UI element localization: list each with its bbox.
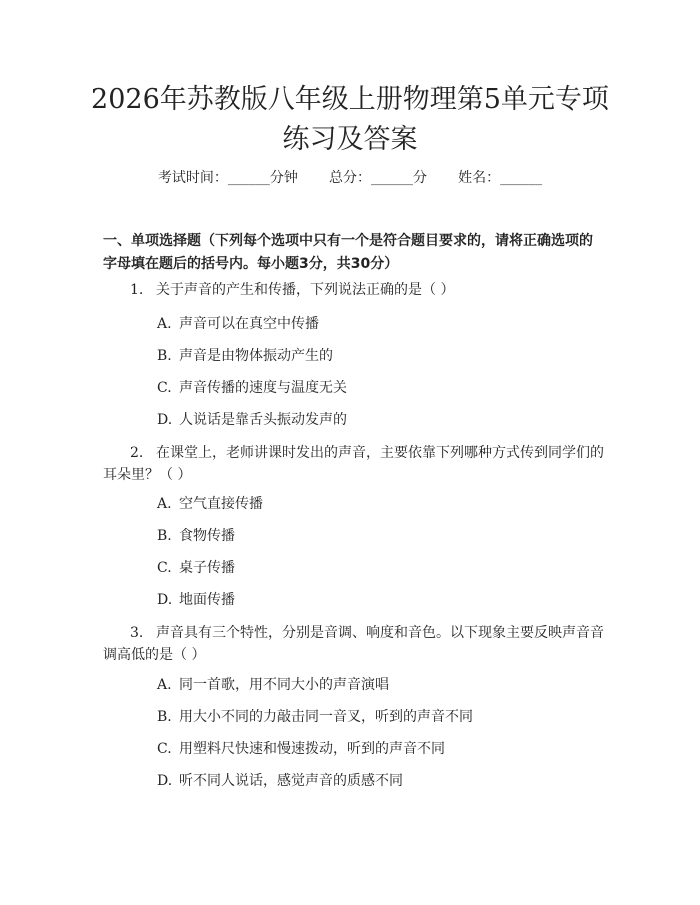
option-text: 声音可以在真空中传播 [179,316,319,332]
question-3-option-a [157,675,389,695]
question-1-option-d [157,410,347,430]
option-text: 用塑料尺快速和慢速拨动，听到的声音不同 [179,741,445,757]
option-text: 人说话是靠舌头振动发声的 [179,412,347,428]
section-heading-line-2: 字母填在题后的括号内。每小题3分，共30分） [103,256,399,272]
option-letter: C. [157,741,172,757]
title-line-1: 2026年苏教版八年级上册物理第5单元专项 [91,84,609,115]
question-3-stem-continued [103,645,205,665]
question-2-option-d [157,590,235,610]
question-2-stem-continued [103,465,191,485]
option-text: 声音是由物体振动产生的 [179,348,333,364]
option-text: 声音传播的速度与温度无关 [179,380,347,396]
section-1-heading [103,230,603,276]
option-text: 用大小不同的力敲击同一音叉，听到的声音不同 [179,709,473,725]
question-text: 声音具有三个特性，分别是音调、响度和音色。以下现象主要反映声音音 [156,625,604,641]
question-2-stem [130,443,604,463]
score-blank: ______ [371,170,413,186]
question-text: 耳朵里？（ ） [103,467,192,483]
option-text: 桌子传播 [179,560,235,576]
question-1-stem [130,280,454,300]
option-letter: C. [157,380,172,396]
question-number: 1. [130,282,144,298]
question-1-option-a [157,314,319,334]
option-letter: C. [157,560,172,576]
score-unit: 分 [413,170,427,186]
option-letter: A. [157,316,172,332]
document-title [60,80,640,160]
question-3-stem [130,623,604,643]
question-3-option-c [157,739,445,759]
section-heading-line-1: 一、单项选择题（下列每个选项中只有一个是符合题目要求的，请将正确选项的 [103,233,593,249]
exam-info-line [0,168,700,188]
question-text: 在课堂上，老师讲课时发出的声音，主要依靠下列哪种方式传到同学们的 [156,445,604,461]
name-label: 姓名： [458,170,501,186]
option-letter: B. [157,709,172,725]
option-letter: D. [157,412,173,428]
option-text: 同一首歌，用不同大小的声音演唱 [179,677,389,693]
option-text: 空气直接传播 [179,496,263,512]
question-text: 调高低的是（ ） [103,647,206,663]
option-text: 地面传播 [179,592,235,608]
time-unit: 分钟 [269,170,298,186]
option-text: 食物传播 [179,528,235,544]
question-2-option-a [157,494,263,514]
time-label: 考试时间： [157,170,228,186]
option-letter: B. [157,528,172,544]
name-blank: ______ [500,170,543,186]
time-blank: ______ [227,170,270,186]
question-1-option-b [157,346,333,366]
option-letter: D. [157,773,173,789]
question-3-option-b [157,707,473,727]
question-text: 关于声音的产生和传播，下列说法正确的是（ ） [156,282,455,298]
title-line-2: 练习及答案 [282,124,418,155]
option-letter: A. [157,496,172,512]
question-2-option-c [157,558,235,578]
question-1-option-c [157,378,347,398]
option-letter: A. [157,677,172,693]
question-number: 3. [130,625,144,641]
question-2-option-b [157,526,235,546]
option-text: 听不同人说话，感觉声音的质感不同 [179,773,403,789]
question-3-option-d [157,771,403,791]
option-letter: D. [157,592,173,608]
question-number: 2. [130,445,144,461]
score-label: 总分： [329,170,371,186]
option-letter: B. [157,348,172,364]
